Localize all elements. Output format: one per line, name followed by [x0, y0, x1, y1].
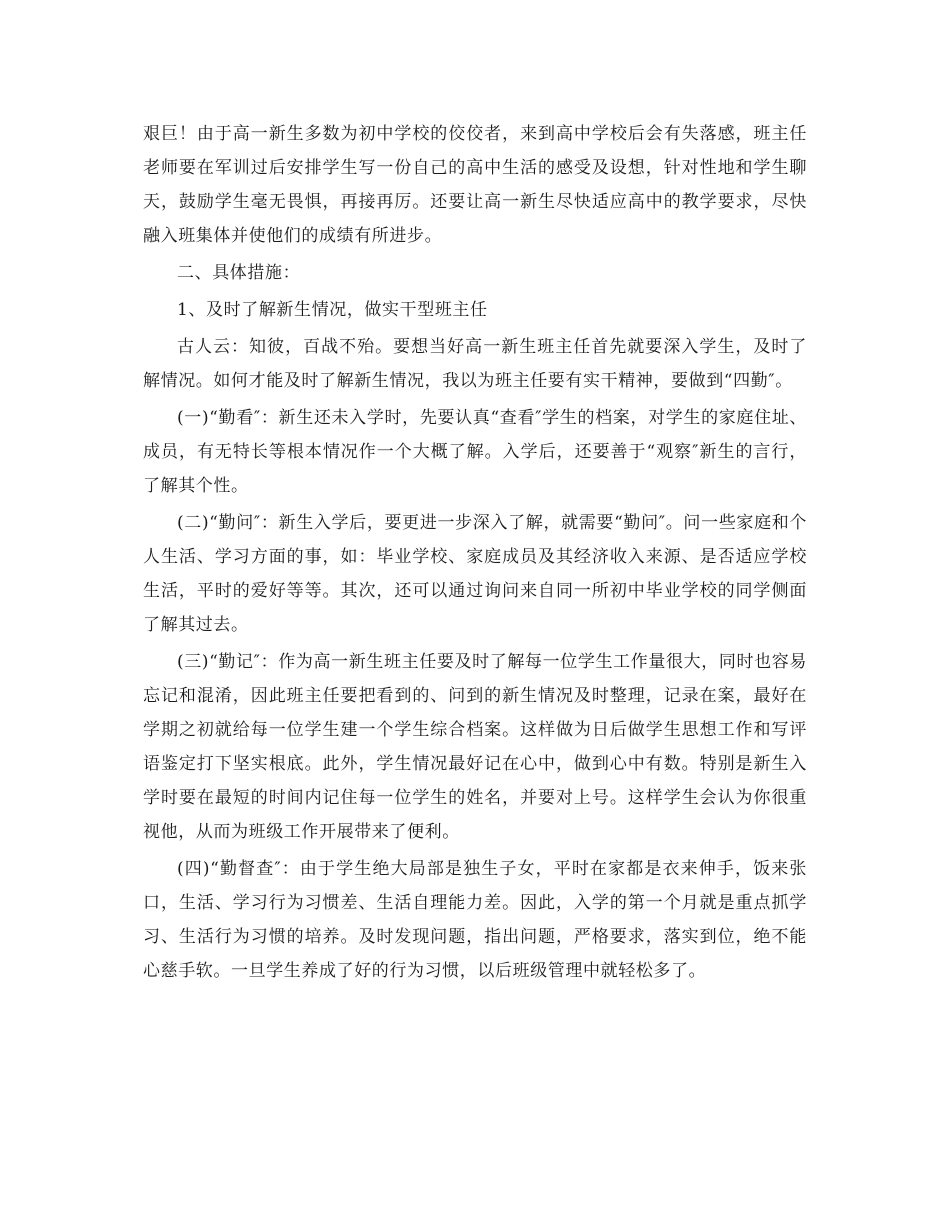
paragraph-diligent-supervision: (四)“勤督查″：由于学生绝大局部是独生子女，平时在家都是衣来伸手，饭来张口，生活、学习行为习惯差、生活自理能力差。因此，入学的第一个月就是重点抓学习、生活行为习惯的培养。及时发现问题，指出问题，严格要求，落实到位，绝不能心慈手软。一旦学生养成了好的行为习惯，以后班级管理中就轻松多了。	[143, 859, 807, 981]
subheading-understand-new-students: 1、及时了解新生情况，做实干型班主任	[177, 300, 488, 320]
paragraph-intro-continuation: 艰巨！由于高一新生多数为初中学校的佼佼者，来到高中学校后会有失落感，班主任老师要在军训过后安排学生写一份自己的高中生活的感受及设想，针对性地和学生聊天，鼓励学生毫无畏惧，再接再厉。还要让高一新生尽快适应高中的教学要求，尽快融入班集体并使他们的成绩有所进步。	[143, 124, 807, 246]
section-heading-specific-measures: 二、具体措施：	[177, 263, 301, 283]
paragraph-diligent-observation: (一)“勤看″：新生还未入学时，先要认真“查看″学生的档案，对学生的家庭住址、成员，有无特长等根本情况作一个大概了解。入学后，还要善于“观察″新生的言行，了解其个性。	[143, 408, 807, 496]
paragraph-diligent-recording: (三)“勤记″：作为高一新生班主任要及时了解每一位学生工作量很大，同时也容易忘记和混淆，因此班主任要把看到的、问到的新生情况及时整理，记录在案，最好在学期之初就给每一位学生建一个学生综合档案。这样做为日后做学生思想工作和写评语鉴定打下坚实根底。此外，学生情况最好记在心中，做到心中有数。特别是新生入学时要在最短的时间内记住每一位学生的姓名，并要对上号。这样学生会认为你很重视他，从而为班级工作开展带来了便利。	[143, 652, 807, 842]
document-body	[143, 117, 807, 991]
paragraph-four-diligences-intro: 古人云：知彼，百战不殆。要想当好高一新生班主任首先就要深入学生，及时了解情况。如何才能及时了解新生情况，我以为班主任要有实干精神，要做到“四勤″。	[143, 337, 807, 391]
paragraph-diligent-inquiry: (二)“勤问″：新生入学后，要更进一步深入了解，就需要“勤问″。问一些家庭和个人生活、学习方面的事，如：毕业学校、家庭成员及其经济收入来源、是否适应学校生活，平时的爱好等等。其次，还可以通过询问来自同一所初中毕业学校的同学侧面了解其过去。	[143, 513, 807, 635]
